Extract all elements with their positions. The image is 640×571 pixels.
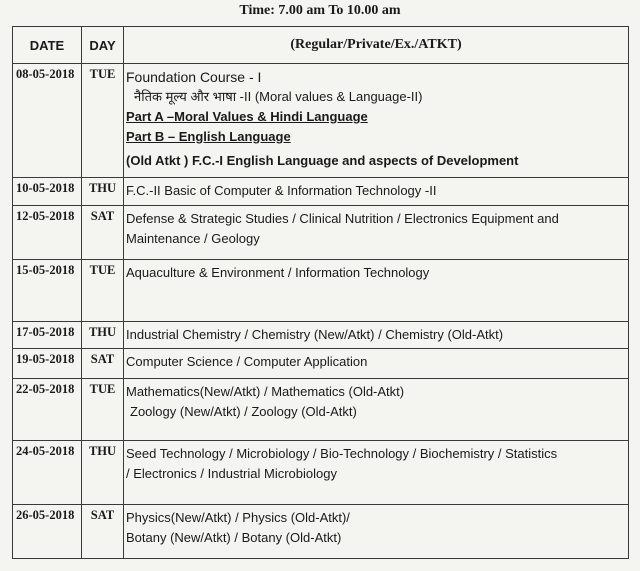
row-subjects (124, 322, 629, 349)
old-atkt-line: (Old Atkt ) F.C.-I English Language and aspects of Development (126, 153, 519, 168)
subject-line: Mathematics(New/Atkt) / Mathematics (Old-Atkt) (126, 384, 405, 399)
subject-line: Maintenance / Geology (126, 231, 260, 246)
table-row (13, 349, 629, 379)
row-day: TUE (82, 379, 124, 441)
row-day: THU (82, 322, 124, 349)
subject-line: Zoology (New/Atkt) / Zoology (Old-Atkt) (130, 404, 357, 419)
row-day: SAT (82, 505, 124, 559)
row-subjects (124, 260, 629, 322)
row-date: 12-05-2018 (13, 206, 82, 260)
row-subjects (124, 441, 629, 505)
table-row (13, 441, 629, 505)
row-subjects (124, 505, 629, 559)
row-day: TUE (82, 64, 124, 178)
header-day: DAY (82, 27, 124, 64)
table-row (13, 64, 629, 178)
table-row (13, 379, 629, 441)
hindi-subtitle: नैतिक मूल्य और भाषा -II (Moral values & Language-II) (134, 89, 423, 104)
row-date: 17-05-2018 (13, 322, 82, 349)
row-date: 24-05-2018 (13, 441, 82, 505)
subject-line: F.C.-II Basic of Computer & Information Technology -II (126, 183, 437, 198)
subject-line: Botany (New/Atkt) / Botany (Old-Atkt) (126, 530, 342, 545)
row-day: THU (82, 441, 124, 505)
part-a: Part A –Moral Values & Hindi Language (126, 109, 368, 124)
subject-line: Computer Science / Computer Application (126, 354, 368, 369)
exam-time: Time: 7.00 am To 10.00 am (239, 3, 401, 18)
exam-timetable (12, 26, 629, 559)
row-subjects (124, 206, 629, 260)
row-date: 26-05-2018 (13, 505, 82, 559)
row-day: SAT (82, 206, 124, 260)
subject-line: Defense & Strategic Studies / Clinical Nutrition / Electronics Equipment and (126, 211, 559, 226)
row-date: 19-05-2018 (13, 349, 82, 379)
row-date: 15-05-2018 (13, 260, 82, 322)
row-date: 08-05-2018 (13, 64, 82, 178)
table-row (13, 322, 629, 349)
foundation-course-title: Foundation Course - I (126, 69, 262, 85)
row-date: 10-05-2018 (13, 178, 82, 206)
row-date: 22-05-2018 (13, 379, 82, 441)
row-subjects (124, 379, 629, 441)
subject-line: Aquaculture & Environment / Information Technology (126, 265, 430, 280)
subject-line: Seed Technology / Microbiology / Bio-Technology / Biochemistry / Statistics (126, 446, 558, 461)
row-day: TUE (82, 260, 124, 322)
row-day: THU (82, 178, 124, 206)
subject-line: / Electronics / Industrial Microbiology (126, 466, 337, 481)
table-row (13, 178, 629, 206)
row-subjects (124, 178, 629, 206)
header-row (13, 27, 629, 64)
row-day: SAT (82, 349, 124, 379)
header-date: DATE (13, 27, 82, 64)
part-b: Part B – English Language (126, 129, 291, 144)
header-subjects: (Regular/Private/Ex./ATKT) (124, 27, 629, 64)
row-subjects (124, 64, 629, 178)
table-row (13, 206, 629, 260)
row-subjects (124, 349, 629, 379)
subject-line: Industrial Chemistry / Chemistry (New/Atkt) / Chemistry (Old-Atkt) (126, 327, 504, 342)
table-row (13, 260, 629, 322)
table-row (13, 505, 629, 559)
subject-line: Physics(New/Atkt) / Physics (Old-Atkt)/ (126, 510, 350, 525)
